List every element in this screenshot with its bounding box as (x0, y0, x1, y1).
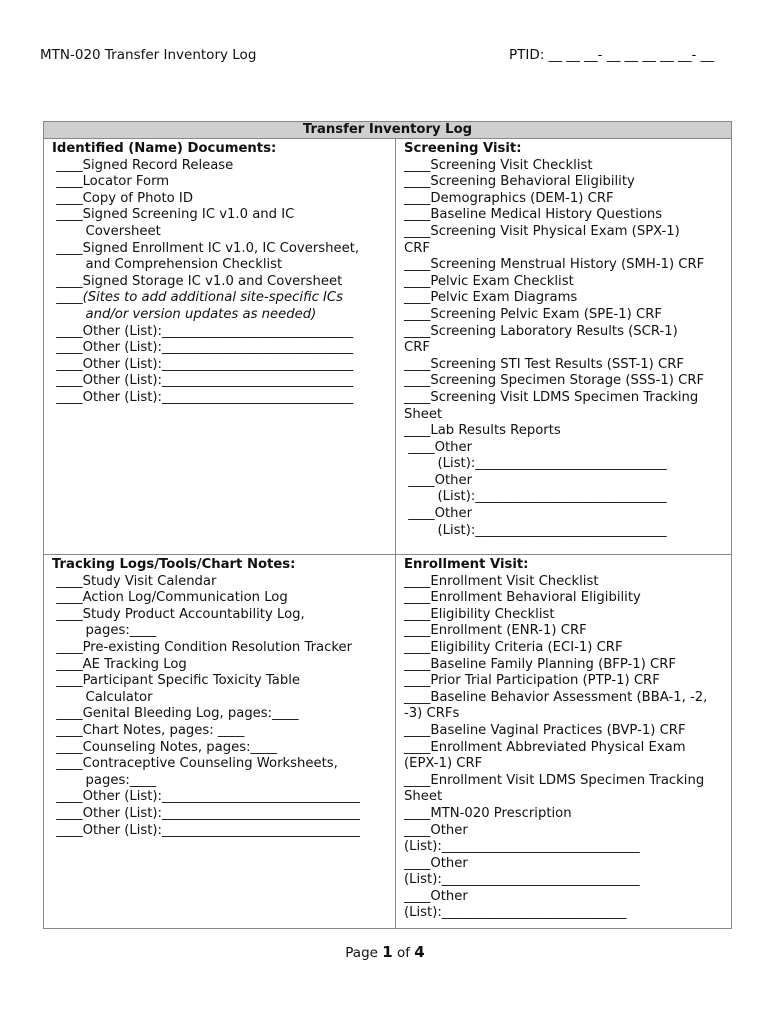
checklist-item: ____Demographics (DEM-1) CRF (404, 190, 614, 206)
checklist-item: ____Lab Results Reports (404, 423, 561, 439)
checklist-item: ____Screening STI Test Results (SST-1) CRF (404, 356, 684, 372)
checklist-item: ____Screening Visit Physical Exam (SPX-1) (404, 223, 680, 239)
checklist-item: ____Enrollment Behavioral Eligibility (404, 590, 641, 606)
checklist-item: ____Signed Enrollment IC v1.0, IC Coversheet, (52, 240, 360, 256)
page-label: Page (345, 945, 378, 961)
checklist-item: ____Signed Storage IC v1.0 and Coversheet (52, 273, 343, 289)
checklist-item: (List):_____________________________ (404, 489, 667, 505)
checklist-item: ____Prior Trial Participation (PTP-1) CRF (404, 673, 660, 689)
checklist-item: ____Contraceptive Counseling Worksheets, (52, 756, 338, 772)
checklist-item: pages:____ (52, 623, 157, 639)
checklist-item: ____Baseline Vaginal Practices (BVP-1) CRF (404, 722, 686, 738)
checklist-item: (List):____________________________ (404, 905, 627, 921)
checklist-item: Sheet (404, 406, 443, 422)
document-title: MTN-020 Transfer Inventory Log (40, 47, 257, 63)
checklist-item: ____Enrollment (ENR-1) CRF (404, 623, 587, 639)
checklist-item: ____Copy of Photo ID (52, 190, 193, 206)
checklist-item: pages:____ (52, 772, 157, 788)
identified-documents-cell (44, 139, 396, 555)
checklist-item: ____Signed Screening IC v1.0 and IC (52, 207, 295, 223)
checklist-item: Calculator (52, 689, 153, 705)
checklist-item: ____Screening Specimen Storage (SSS-1) CRF (404, 373, 705, 389)
tracking-logs-cell (44, 555, 396, 929)
checklist-item: ____MTN-020 Prescription (404, 805, 572, 821)
checklist-item: ____Pelvic Exam Checklist (404, 273, 574, 289)
checklist-item: ____Other (404, 855, 468, 871)
identified-documents-list (52, 158, 389, 407)
checklist-item: ____AE Tracking Log (52, 656, 187, 672)
checklist-item: CRF (404, 340, 430, 356)
checklist-item: ____Other (404, 472, 473, 488)
checklist-item: (EPX-1) CRF (404, 756, 483, 772)
checklist-item: ____Signed Record Release (52, 157, 234, 173)
checklist-item: ____Baseline Family Planning (BFP-1) CRF (404, 656, 676, 672)
checklist-item: ____Pelvic Exam Diagrams (404, 290, 578, 306)
checklist-item: ____Other (List):______________________________ (52, 822, 360, 838)
checklist-item: ____Enrollment Visit Checklist (404, 573, 599, 589)
checklist-item: ____Other (List):______________________________ (52, 789, 360, 805)
checklist-item: ____Baseline Medical History Questions (404, 207, 663, 223)
enrollment-visit-heading: Enrollment Visit: (404, 557, 529, 572)
checklist-item: ____Screening Pelvic Exam (SPE-1) CRF (404, 306, 662, 322)
screening-visit-cell (396, 139, 732, 555)
checklist-item: ____Study Visit Calendar (52, 573, 217, 589)
checklist-item: ____(Sites to add additional site-specific ICs (52, 290, 344, 306)
checklist-item: ____Genital Bleeding Log, pages:____ (52, 706, 299, 722)
checklist-item: ____Other (404, 439, 473, 455)
checklist-item: ____Participant Specific Toxicity Table (52, 673, 300, 689)
page-total: 4 (414, 943, 425, 961)
table-title: Transfer Inventory Log (44, 122, 732, 139)
checklist-item: ____Other (404, 506, 473, 522)
checklist-item: ____Other (404, 888, 468, 904)
checklist-item: (List):_____________________________ (404, 522, 667, 538)
checklist-item: ____Action Log/Communication Log (52, 590, 288, 606)
checklist-item: ____Other (List):_____________________________ (52, 323, 354, 339)
page-footer (0, 943, 770, 961)
of-label: of (396, 945, 410, 961)
checklist-item: and Comprehension Checklist (52, 257, 283, 273)
checklist-item: ____Other (List):_____________________________ (52, 340, 354, 356)
checklist-item: ____Enrollment Visit LDMS Specimen Tracking (404, 772, 705, 788)
checklist-item: -3) CRFs (404, 706, 460, 722)
checklist-item: Sheet (404, 789, 443, 805)
checklist-item: ____Other (List):______________________________ (52, 805, 360, 821)
checklist-item: (List):______________________________ (404, 872, 640, 888)
checklist-item: ____Other (404, 822, 468, 838)
checklist-item: ____Chart Notes, pages: ____ (52, 722, 245, 738)
checklist-item: ____Screening Laboratory Results (SCR-1) (404, 323, 678, 339)
checklist-item: CRF (404, 240, 430, 256)
checklist-item: ____Screening Behavioral Eligibility (404, 174, 635, 190)
screening-visit-heading: Screening Visit: (404, 141, 522, 156)
enrollment-visit-list (404, 574, 725, 922)
checklist-item: ____Counseling Notes, pages:____ (52, 739, 277, 755)
checklist-item: Coversheet (52, 223, 161, 239)
checklist-item: ____Eligibility Criteria (ECI-1) CRF (404, 639, 623, 655)
checklist-item: ____Screening Visit LDMS Specimen Tracking (404, 389, 699, 405)
page-current: 1 (382, 943, 393, 961)
checklist-item: and/or version updates as needed) (52, 306, 317, 322)
transfer-inventory-table (43, 121, 732, 929)
enrollment-visit-cell (396, 555, 732, 929)
identified-documents-heading: Identified (Name) Documents: (52, 141, 277, 156)
checklist-item: ____Enrollment Abbreviated Physical Exam (404, 739, 686, 755)
checklist-item: ____Baseline Behavior Assessment (BBA-1, -2, (404, 689, 708, 705)
checklist-item: ____Screening Visit Checklist (404, 157, 593, 173)
checklist-item: (List):_____________________________ (404, 456, 667, 472)
tracking-logs-heading: Tracking Logs/Tools/Chart Notes: (52, 557, 296, 572)
checklist-item: ____Other (List):_____________________________ (52, 373, 354, 389)
checklist-item: (List):______________________________ (404, 839, 640, 855)
tracking-logs-list (52, 574, 389, 840)
checklist-item: ____Eligibility Checklist (404, 606, 555, 622)
checklist-item: ____Screening Menstrual History (SMH-1) CRF (404, 257, 705, 273)
checklist-item: ____Study Product Accountability Log, (52, 606, 305, 622)
checklist-item: ____Pre-existing Condition Resolution Tracker (52, 639, 353, 655)
ptid-field: PTID: __ __ __- __ __ __ __ __- __ (509, 47, 715, 63)
checklist-item: ____Locator Form (52, 174, 170, 190)
checklist-item: ____Other (List):_____________________________ (52, 356, 354, 372)
screening-visit-list (404, 158, 725, 540)
checklist-item: ____Other (List):_____________________________ (52, 389, 354, 405)
